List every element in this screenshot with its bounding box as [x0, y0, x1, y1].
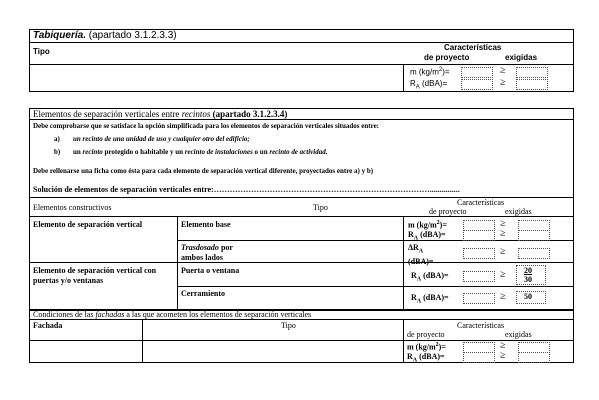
separacion-row2-val1-bottom: 30: [524, 275, 532, 284]
tabiqueria-col-divider: [403, 64, 404, 92]
separacion-intro: Debe comprobarse que se satisface la opción simplificada para los elementos de separación verticales situados entre:: [33, 122, 380, 130]
fachadas-title-pre: Condiciones de las: [33, 310, 96, 319]
separacion-row2-ra2-label: [411, 293, 449, 305]
separacion-row1-delta-exigida-field[interactable]: [518, 248, 550, 259]
fachadas-col-tipo: Tipo: [281, 321, 296, 330]
separacion-row2-ra1-rest: (dBA)=: [421, 271, 449, 280]
separacion-col-tipo: Tipo: [313, 203, 328, 212]
tabiqueria-title-em: Tabiquería.: [33, 30, 86, 41]
separacion-row1-m-sup: 2: [436, 220, 440, 226]
separacion-row2-label: [33, 266, 156, 286]
separacion-row1-ra-ge-symbol: ≥: [500, 228, 506, 239]
separacion-item-a-label: a): [54, 135, 60, 143]
fachadas-title-rest: a las que acometen los elementos de separación verticales: [124, 310, 312, 319]
fachadas-ra-text: R: [407, 352, 413, 361]
separacion-row1-delta-ge-symbol: ≥: [500, 246, 506, 257]
separacion-row1-ra-rest: (dBA)=: [418, 230, 446, 239]
separacion-row1-ra-label: [408, 230, 446, 242]
tabiqueria-title-rest: (apartado 3.1.2.3.3): [85, 30, 177, 41]
separacion-row1-sub2-line2: ambos lados: [181, 253, 224, 262]
separacion-title-bold: (apartado 3.1.2.3.4): [210, 109, 288, 119]
separacion-row1-delta-label: [408, 243, 433, 267]
fachadas-ra-exigida-field[interactable]: [518, 352, 550, 363]
fachadas-ra-label: [407, 352, 445, 364]
separacion-row2-val2: 50: [524, 292, 532, 301]
fachadas-ra-sub: A: [412, 357, 418, 364]
separacion-title-em: recintos: [181, 109, 211, 119]
fachadas-ra-ge-symbol: ≥: [500, 350, 506, 361]
separacion-item-b-em3: recinto de actividad.: [269, 148, 328, 156]
fachadas-header-divider: [29, 340, 574, 341]
fachadas-m-text: m (kg/m: [407, 342, 436, 352]
tabiqueria-ra-exigida-field[interactable]: [516, 79, 548, 90]
separacion-row1-m-close: )=: [439, 220, 447, 230]
fachadas-col1-divider: [142, 319, 143, 363]
separacion-row2-ra2-ge-symbol: ≥: [500, 291, 506, 302]
tabiqueria-ra-label: [410, 79, 447, 91]
fachadas-m-ge-symbol: ≥: [500, 340, 506, 351]
tabiqueria-ra-proyecto-field[interactable]: [461, 79, 493, 90]
tabiqueria-m-close: )=: [442, 67, 450, 77]
separacion-col-elementos: Elementos constructivos: [33, 203, 112, 212]
separacion-row1-mid-divider: [177, 240, 574, 241]
separacion-row1-m-label: [408, 220, 447, 230]
separacion-item-b-pre: un: [73, 148, 83, 156]
separacion-note: Debe rellenarse una ficha como ésta para cada elemento de separación vertical diferente, proyectados entre a) y b): [33, 167, 374, 175]
separacion-solution: Solución de elementos de separación verticales entre:………………………………………………………………………...............: [33, 185, 460, 194]
separacion-title-plain: Elementos de separación verticales entre: [33, 109, 182, 119]
fachadas-col-exigidas: exigidas: [505, 330, 532, 339]
tabiqueria-ra-ge-symbol: ≥: [500, 77, 506, 88]
fachadas-col-fachada: Fachada: [33, 321, 63, 330]
separacion-row2-sub2: Cerramiento: [181, 289, 225, 298]
separacion-item-b-label: b): [54, 148, 61, 156]
tabiqueria-m-text: m (kg/m: [410, 67, 439, 77]
fachadas-ra-proyecto-field[interactable]: [463, 352, 495, 363]
tabiqueria-col-proyecto: de proyecto: [424, 53, 470, 62]
separacion-row2-val1-top: 20: [524, 266, 532, 275]
separacion-row2-label-l2: puertas y/o ventanas: [33, 276, 104, 285]
tabiqueria-header-divider: [29, 64, 574, 65]
tabiqueria-m-sup: 2: [438, 67, 443, 73]
tabiqueria-m-proyecto-field[interactable]: [461, 67, 493, 78]
separacion-item-a-text: un recinto de una unidad de uso y cualquier otro del edificio;: [73, 135, 250, 143]
separacion-row1-delta-text: ΔR: [408, 243, 419, 252]
separacion-row1-ra-proyecto-field[interactable]: [463, 230, 495, 241]
separacion-row1-m-text: m (kg/m: [408, 220, 437, 230]
tabiqueria-title: [33, 30, 177, 41]
fachadas-title: [33, 310, 311, 319]
separacion-header-divider: [29, 216, 574, 217]
tabiqueria-ra-sub: A: [415, 84, 420, 91]
separacion-col3-divider: [403, 216, 404, 310]
separacion-row1-delta-sub: A: [418, 248, 424, 255]
separacion-item-b-em2: recinto de instalaciones: [184, 148, 253, 156]
separacion-row1-sub2: [181, 243, 233, 263]
separacion-row2-ra1-label: [411, 271, 449, 283]
separacion-item-b-text: [73, 148, 327, 156]
tabiqueria-ra-rest: (dBA)=: [419, 79, 448, 88]
separacion-col-proyecto: de proyecto: [429, 207, 467, 216]
separacion-item-b-mid: protegido o habitable y un: [102, 148, 185, 156]
tabiqueria-m-label: [410, 67, 450, 77]
separacion-row1-ra-sub: A: [413, 235, 419, 242]
separacion-col-exigidas: exigidas: [505, 207, 532, 216]
separacion-row2-mid-divider: [177, 286, 574, 287]
fachadas-ra-rest: (dBA)=: [417, 352, 445, 361]
separacion-row2-ra2-sub: A: [416, 298, 422, 305]
tabiqueria-col-tipo: Tipo: [33, 47, 50, 56]
tabiqueria-m-ge-symbol: ≥: [500, 65, 506, 76]
separacion-row2-ra2-rest: (dBA)=: [421, 293, 449, 302]
separacion-item-b-em1: recinto: [82, 148, 103, 156]
separacion-row2-ra1-proyecto-field[interactable]: [463, 271, 495, 282]
separacion-row1-label: Elemento de separación vertical: [33, 220, 143, 229]
separacion-row1-m-ge-symbol: ≥: [500, 218, 506, 229]
separacion-item-b-mid2: o un: [252, 148, 270, 156]
separacion-row2-ra2-proyecto-field[interactable]: [463, 293, 495, 304]
fachadas-col2-divider: [403, 319, 404, 363]
separacion-row1-ra-text: R: [408, 230, 414, 239]
tabiqueria-m-exigida-field[interactable]: [516, 67, 548, 78]
separacion-row1-ra-exigida-field[interactable]: [518, 230, 550, 241]
fachadas-title-divider: [29, 319, 574, 320]
tabiqueria-col-caracteristicas: Características: [444, 43, 502, 52]
separacion-item-b: [54, 148, 328, 156]
separacion-row2-label-l1: Elemento de separación vertical con: [33, 266, 157, 275]
separacion-title: [33, 109, 287, 119]
separacion-row2-ra1-text: R: [411, 271, 417, 280]
separacion-row2-ra1-sub: A: [416, 276, 422, 283]
tabiqueria-col-exigidas: exigidas: [505, 53, 538, 62]
separacion-row1-sub2-em: Trasdosado: [181, 243, 219, 252]
separacion-row2-sub1: Puerta o ventana: [181, 266, 240, 275]
fachadas-title-em: fachadas: [95, 310, 125, 319]
tabiqueria-ra-text: R: [410, 79, 416, 88]
separacion-row1-end-divider: [29, 262, 574, 263]
separacion-row1-sub1: Elemento base: [181, 220, 231, 229]
separacion-row1-delta-proyecto-field[interactable]: [463, 248, 495, 259]
separacion-row2-ra2-text: R: [411, 293, 417, 302]
fachadas-col-proyecto: de proyecto: [407, 330, 445, 339]
separacion-row2-ra1-ge-symbol: ≥: [500, 269, 506, 280]
separacion-col-caracteristicas: Características: [457, 198, 505, 207]
fachadas-col-caracteristicas: Características: [457, 321, 505, 330]
fachadas-m-close: )=: [438, 342, 446, 352]
separacion-row1-sub2-rest: por: [218, 243, 233, 252]
separacion-title-divider: [29, 119, 574, 120]
separacion-row1-delta-line2: (dBA)=: [408, 256, 434, 266]
fachadas-m-sup: 2: [435, 342, 439, 348]
fachadas-m-label: [407, 342, 446, 352]
separacion-col1-divider: [177, 216, 178, 310]
